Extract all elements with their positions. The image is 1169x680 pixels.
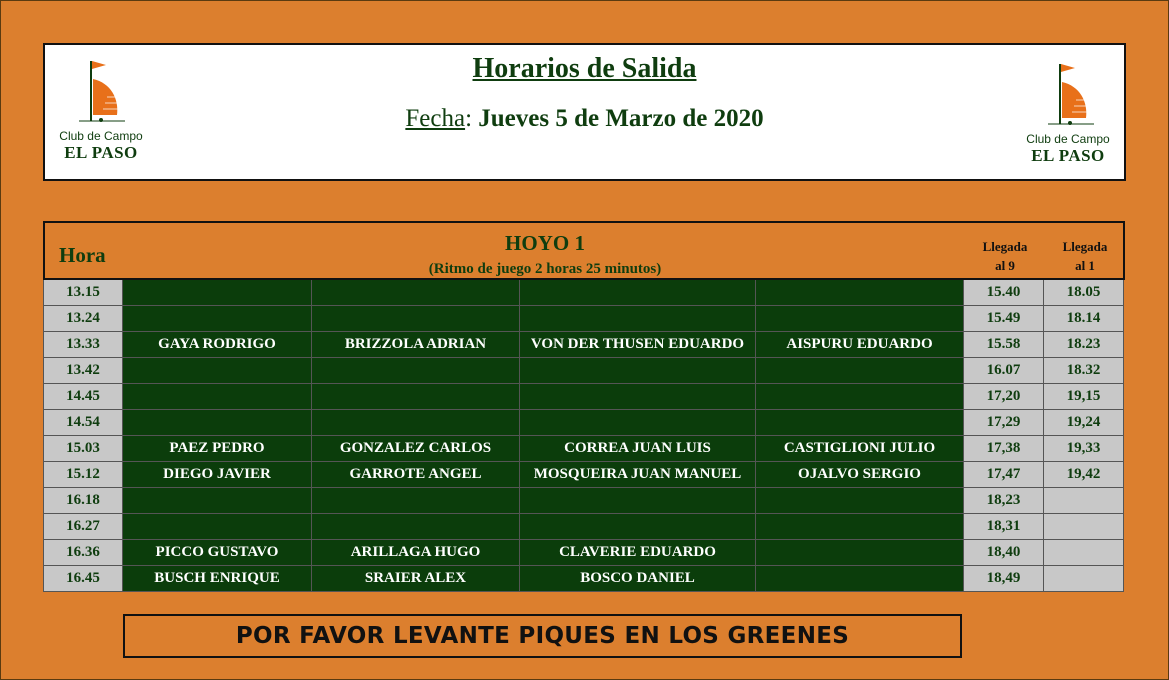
- tee-time-cell: 16.36: [43, 540, 123, 566]
- player-cell: [312, 358, 520, 384]
- player-cell: [312, 306, 520, 332]
- llegada-9-cell: 17,47: [964, 462, 1044, 488]
- tee-time-cell: 15.12: [43, 462, 123, 488]
- player-cell: [756, 410, 964, 436]
- table-row: [43, 462, 1125, 488]
- table-row: [43, 358, 1125, 384]
- player-cell: [312, 280, 520, 306]
- player-cell: [520, 514, 756, 540]
- player-cell: CORREA JUAN LUIS: [520, 436, 756, 462]
- player-cell: [756, 358, 964, 384]
- player-cell: PICCO GUSTAVO: [123, 540, 312, 566]
- date-line: Fecha: Jueves 5 de Marzo de 2020: [405, 105, 764, 132]
- player-cell: [312, 384, 520, 410]
- llegada9-line2: al 9: [995, 258, 1015, 273]
- ritmo-subtitle: (Ritmo de juego 2 horas 25 minutos): [428, 261, 662, 277]
- date-value: Jueves 5 de Marzo de 2020: [478, 105, 764, 132]
- footer-notice: POR FAVOR LEVANTE PIQUES EN LOS GREENES: [123, 614, 962, 658]
- tee-time-cell: 14.45: [43, 384, 123, 410]
- tee-time-cell: 15.03: [43, 436, 123, 462]
- llegada-9-cell: 15.49: [964, 306, 1044, 332]
- player-cell: [756, 488, 964, 514]
- player-cell: CLAVERIE EDUARDO: [520, 540, 756, 566]
- llegada-9-cell: 15.40: [964, 280, 1044, 306]
- table-body: [43, 280, 1125, 592]
- player-cell: GARROTE ANGEL: [312, 462, 520, 488]
- player-cell: [756, 280, 964, 306]
- tee-time-cell: 16.18: [43, 488, 123, 514]
- player-cell: [520, 488, 756, 514]
- player-cell: [520, 384, 756, 410]
- player-cell: [123, 488, 312, 514]
- player-cell: [123, 384, 312, 410]
- date-label: Fecha: [405, 105, 466, 132]
- player-cell: BRIZZOLA ADRIAN: [312, 332, 520, 358]
- player-cell: SRAIER ALEX: [312, 566, 520, 592]
- table-row: [43, 410, 1125, 436]
- player-cell: [756, 306, 964, 332]
- player-cell: OJALVO SERGIO: [756, 462, 964, 488]
- player-cell: MOSQUEIRA JUAN MANUEL: [520, 462, 756, 488]
- player-cell: [123, 410, 312, 436]
- table-row: [43, 280, 1125, 306]
- llegada-9-cell: 17,20: [964, 384, 1044, 410]
- player-cell: BUSCH ENRIQUE: [123, 566, 312, 592]
- tee-time-cell: 13.42: [43, 358, 123, 384]
- table-row: [43, 566, 1125, 592]
- column-header-hora: Hora: [59, 243, 106, 267]
- logo-club-text: Club de Campo: [59, 129, 143, 143]
- player-cell: GAYA RODRIGO: [123, 332, 312, 358]
- player-cell: GONZALEZ CARLOS: [312, 436, 520, 462]
- llegada1-line1: Llegada: [1062, 239, 1108, 254]
- table-row: [43, 384, 1125, 410]
- tee-time-cell: 16.45: [43, 566, 123, 592]
- club-logo-right: [1018, 60, 1118, 172]
- llegada-1-cell: [1044, 488, 1124, 514]
- player-cell: CASTIGLIONI JULIO: [756, 436, 964, 462]
- tee-time-cell: 13.24: [43, 306, 123, 332]
- player-cell: [123, 306, 312, 332]
- llegada-9-cell: 18,40: [964, 540, 1044, 566]
- tee-time-cell: 16.27: [43, 514, 123, 540]
- logo-club-text: Club de Campo: [1026, 132, 1110, 146]
- tee-time-cell: 14.54: [43, 410, 123, 436]
- player-cell: [123, 358, 312, 384]
- player-cell: AISPURU EDUARDO: [756, 332, 964, 358]
- llegada-1-cell: 18.14: [1044, 306, 1124, 332]
- player-cell: [123, 514, 312, 540]
- player-cell: [520, 306, 756, 332]
- player-cell: [312, 514, 520, 540]
- logo-name-text: EL PASO: [1031, 146, 1105, 165]
- llegada-1-cell: [1044, 514, 1124, 540]
- llegada-9-cell: 18,49: [964, 566, 1044, 592]
- llegada9-line1: Llegada: [982, 239, 1028, 254]
- llegada-9-cell: 18,31: [964, 514, 1044, 540]
- player-cell: [123, 280, 312, 306]
- player-cell: [756, 384, 964, 410]
- llegada-1-cell: 18.05: [1044, 280, 1124, 306]
- header-box: [43, 43, 1126, 181]
- player-cell: DIEGO JAVIER: [123, 462, 312, 488]
- llegada-1-cell: 18.32: [1044, 358, 1124, 384]
- player-cell: [520, 280, 756, 306]
- player-cell: [520, 410, 756, 436]
- llegada-9-cell: 17,38: [964, 436, 1044, 462]
- player-cell: PAEZ PEDRO: [123, 436, 312, 462]
- table-row: [43, 306, 1125, 332]
- player-cell: VON DER THUSEN EDUARDO: [520, 332, 756, 358]
- llegada-9-cell: 18,23: [964, 488, 1044, 514]
- player-cell: [756, 514, 964, 540]
- player-cell: BOSCO DANIEL: [520, 566, 756, 592]
- tee-time-cell: 13.33: [43, 332, 123, 358]
- player-cell: [756, 566, 964, 592]
- llegada-1-cell: 18.23: [1044, 332, 1124, 358]
- tee-times-table: [43, 221, 1125, 592]
- llegada-1-cell: 19,42: [1044, 462, 1124, 488]
- player-cell: [520, 358, 756, 384]
- llegada-1-cell: 19,33: [1044, 436, 1124, 462]
- column-header-llegada-9: [965, 237, 1045, 275]
- tee-time-cell: 13.15: [43, 280, 123, 306]
- player-cell: [312, 410, 520, 436]
- llegada-9-cell: 16.07: [964, 358, 1044, 384]
- table-row: [43, 436, 1125, 462]
- logo-name-text: EL PASO: [64, 143, 138, 162]
- llegada-9-cell: 17,29: [964, 410, 1044, 436]
- golf-flag-icon: [1028, 60, 1108, 132]
- llegada-1-cell: 19,15: [1044, 384, 1124, 410]
- hoyo-title: HOYO 1: [505, 231, 585, 255]
- llegada-1-cell: 19,24: [1044, 410, 1124, 436]
- table-row: [43, 540, 1125, 566]
- player-cell: [756, 540, 964, 566]
- table-row: [43, 488, 1125, 514]
- table-row: [43, 332, 1125, 358]
- page-title: Horarios de Salida: [472, 53, 697, 84]
- player-cell: ARILLAGA HUGO: [312, 540, 520, 566]
- llegada-1-cell: [1044, 540, 1124, 566]
- table-header: [43, 221, 1125, 280]
- llegada-9-cell: 15.58: [964, 332, 1044, 358]
- table-row: [43, 514, 1125, 540]
- llegada-1-cell: [1044, 566, 1124, 592]
- llegada1-line2: al 1: [1075, 258, 1095, 273]
- player-cell: [312, 488, 520, 514]
- column-header-llegada-1: [1045, 237, 1125, 275]
